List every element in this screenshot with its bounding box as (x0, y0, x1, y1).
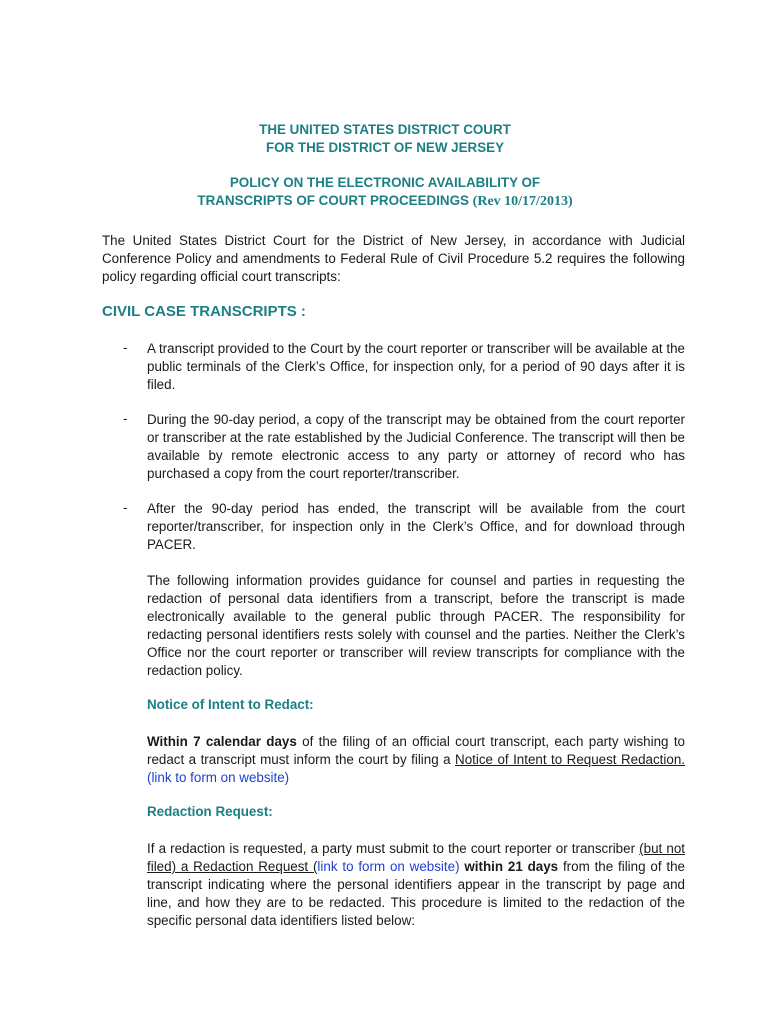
bullet-marker: - (123, 411, 128, 426)
redaction-form-name: (but not filed) a Redaction Request ( (147, 841, 685, 874)
redaction-text-2: from the filing of the transcript indicating where the personal identifiers appear in the transcript by page and line, and how they are to be redacted. This procedure is limited to the redaction of the specific personal data identifiers listed below: (147, 859, 685, 928)
intro-paragraph: The United States District Court for the District of New Jersey, in accordance with Judicial Conference Policy and amendments to Federal Rule of Civil Procedure 5.2 requires the following policy regarding official court transcripts: (102, 233, 685, 284)
civil-section-title: CIVIL CASE TRANSCRIPTS : (102, 303, 306, 320)
court-title-line2: FOR THE DISTRICT OF NEW JERSEY (265, 140, 505, 155)
notice-form-link[interactable]: (link to form on website) (147, 770, 290, 785)
bullet-item-1: A transcript provided to the Court by the court reporter or transcriber will be available at the public terminals of the Clerk’s Office, for inspection only, for a period of 90 days after it is filed. (147, 341, 685, 392)
bullet-marker: - (123, 500, 128, 515)
notice-paragraph (147, 733, 685, 787)
redaction-text-1: If a redaction is requested, a party must submit to the court reporter or transcriber (147, 841, 640, 856)
court-title-line1: THE UNITED STATES DISTRICT COURT (259, 122, 511, 137)
revision-date: (Rev 10/17/2013) (472, 194, 573, 209)
policy-title-line2 (0, 192, 770, 211)
redaction-deadline: within 21 days (459, 859, 559, 874)
bullet-item-3: After the 90-day period has ended, the transcript will be available from the court reporter/transcriber, for inspection only in the Clerk’s Office, and for download through PACER. (147, 501, 685, 552)
notice-heading: Notice of Intent to Redact: (147, 697, 314, 712)
bullet-item-2: During the 90-day period, a copy of the transcript may be obtained from the court reporter or transcriber at the rate established by the Judicial Conference. The transcript will then be available by remote electronic access to any party or attorney of record who has purchased a copy from the court reporter/transcriber. (147, 412, 685, 481)
notice-deadline: Within 7 calendar days (147, 734, 297, 749)
redaction-paragraph (147, 840, 685, 930)
policy-title-line1: POLICY ON THE ELECTRONIC AVAILABILITY OF (229, 175, 541, 190)
bullet-marker: - (123, 340, 128, 355)
redaction-heading: Redaction Request: (147, 804, 273, 819)
notice-text: of the filing of an official court transcript, each party wishing to redact a transcript must inform the court by filing a (147, 734, 685, 767)
redaction-form-link[interactable]: link to form on website) (317, 859, 460, 874)
notice-form-name: Notice of Intent to Request Redaction. (455, 752, 685, 767)
guidance-paragraph: The following information provides guidance for counsel and parties in requesting the redaction of personal data identifiers from a transcript, before the transcript is made electronically available to the general public through PACER. The responsibility for redacting personal identifiers rests solely with counsel and the parties. Neither the Clerk’s Office nor the court reporter or transcriber will review transcripts for compliance with the redaction policy. (147, 573, 685, 678)
policy-title-text: TRANSCRIPTS OF COURT PROCEEDINGS (197, 193, 469, 208)
